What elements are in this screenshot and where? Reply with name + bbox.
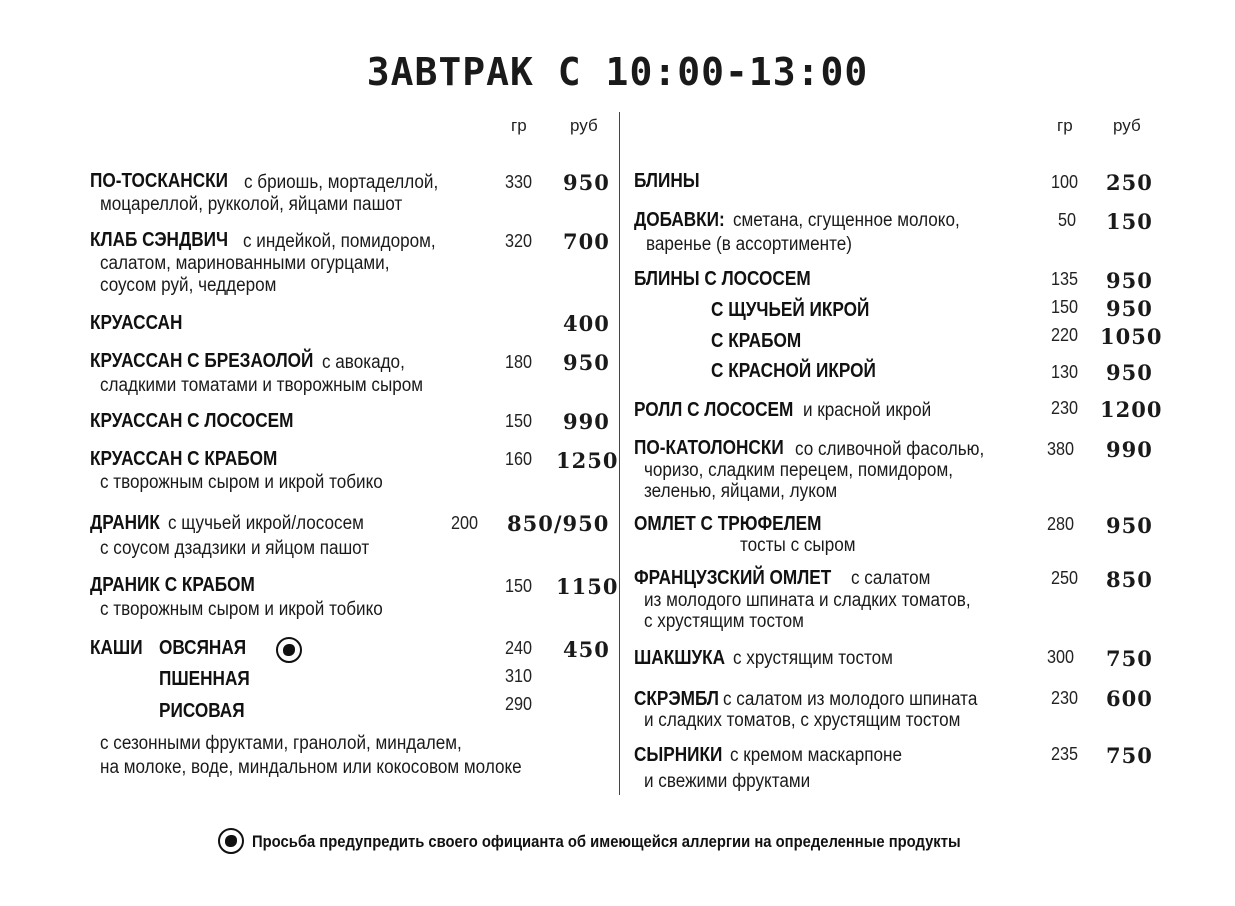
item-price: 400 xyxy=(563,311,610,336)
item-price: 950 xyxy=(563,170,610,195)
item-desc: с соусом дзадзики и яйцом пашот xyxy=(100,538,370,559)
item-weight: 240 xyxy=(505,638,533,658)
item-name: ДОБАВКИ: xyxy=(634,209,725,231)
item-desc: с щучьей икрой/лососем xyxy=(168,513,364,534)
item-desc: сладкими томатами и творожным сыром xyxy=(100,375,424,396)
item-price: 450 xyxy=(563,637,610,662)
item-desc: соусом руй, чеддером xyxy=(100,275,277,296)
item-desc: со сливочной фасолью, xyxy=(795,439,985,460)
item-price: 950 xyxy=(1106,268,1153,293)
menu-item-scramble xyxy=(634,688,733,711)
kasha-oat: ОВСЯНАЯ xyxy=(159,637,247,659)
item-weight: 290 xyxy=(505,694,533,714)
item-desc: на молоке, воде, миндальном или кокосовом молоке xyxy=(100,757,522,778)
item-name: КРУАССАН С БРЕЗАОЛОЙ xyxy=(90,350,314,372)
item-weight: 200 xyxy=(451,513,479,533)
item-price: 250 xyxy=(1106,170,1153,195)
item-desc: из молодого шпината и сладких томатов, xyxy=(644,590,971,611)
item-weight: 160 xyxy=(505,449,533,469)
item-desc: с индейкой, помидором, xyxy=(243,231,436,252)
menu-item-poskanski xyxy=(90,170,250,193)
item-desc: моцареллой, рукколой, яйцами пашот xyxy=(100,194,403,215)
item-name: ПО-КАТОЛОНСКИ xyxy=(634,437,784,459)
right-gr-header: гр xyxy=(1057,116,1073,135)
item-desc: чоризо, сладким перецем, помидором, xyxy=(644,460,953,481)
item-weight: 180 xyxy=(505,352,533,372)
item-weight: 310 xyxy=(505,666,533,686)
item-name: КАШИ xyxy=(90,637,143,659)
item-weight: 130 xyxy=(1051,362,1079,382)
item-price: 990 xyxy=(563,409,610,434)
item-weight: 150 xyxy=(505,411,533,431)
menu-item-croissant-crab xyxy=(90,448,308,471)
item-price: 150 xyxy=(1106,209,1153,234)
item-name: ДРАНИК xyxy=(90,512,160,534)
menu-item-kashi xyxy=(90,637,151,660)
menu-item-dranik-crab xyxy=(90,574,282,597)
item-price: 950 xyxy=(563,350,610,375)
item-weight: 100 xyxy=(1051,172,1079,192)
item-name: КЛАБ СЭНДВИЧ xyxy=(90,229,229,251)
item-desc: салатом, маринованными огурцами, xyxy=(100,253,390,274)
allergy-icon xyxy=(276,637,302,663)
menu-item-club xyxy=(90,229,251,252)
item-desc: с хрустящим тостом xyxy=(733,648,893,669)
menu-item-croissant-bresaola xyxy=(90,350,350,373)
item-price: 850/950 xyxy=(507,511,610,536)
item-name: ФРАНЦУЗСКИЙ ОМЛЕТ xyxy=(634,567,832,589)
item-desc: и свежими фруктами xyxy=(644,771,811,792)
page-title: ЗАВТРАК С 10:00-13:00 xyxy=(366,50,869,94)
item-name: СЫРНИКИ xyxy=(634,744,723,766)
allergy-note: Просьба предупредить своего официанта об имеющейся аллергии на определенные продукты xyxy=(252,832,961,851)
item-weight: 230 xyxy=(1051,688,1079,708)
item-name: ОМЛЕТ С ТРЮФЕЛЕМ xyxy=(634,513,822,535)
menu-item-omlet-fr xyxy=(634,567,863,590)
item-name: РОЛЛ С ЛОСОСЕМ xyxy=(634,399,794,421)
item-desc: с авокадо, xyxy=(322,352,405,373)
menu-item-roll xyxy=(634,399,819,422)
bliny-red-caviar: С КРАСНОЙ ИКРОЙ xyxy=(711,360,876,382)
item-desc: с салатом xyxy=(851,568,931,589)
allergy-icon xyxy=(218,828,244,854)
item-name: КРУАССАН xyxy=(90,312,183,334)
item-price: 700 xyxy=(563,229,610,254)
menu-item-croissant-salmon xyxy=(90,410,327,433)
item-desc: и красной икрой xyxy=(803,400,932,421)
item-weight: 250 xyxy=(1051,568,1079,588)
item-desc: с сезонными фруктами, гранолой, миндалем, xyxy=(100,733,462,754)
item-desc: варенье (в ассортименте) xyxy=(646,234,852,255)
item-price: 950 xyxy=(1106,513,1153,538)
bliny-pike-caviar: С ЩУЧЬЕЙ ИКРОЙ xyxy=(711,299,870,321)
item-desc: с салатом из молодого шпината xyxy=(723,689,978,710)
item-price: 750 xyxy=(1106,743,1153,768)
item-weight: 280 xyxy=(1047,514,1075,534)
item-desc: сметана, сгущенное молоко, xyxy=(733,210,960,231)
item-desc: с кремом маскарпоне xyxy=(730,745,902,766)
item-price: 1150 xyxy=(556,574,619,599)
item-name: БЛИНЫ С ЛОСОСЕМ xyxy=(634,268,811,290)
item-price: 950 xyxy=(1106,360,1153,385)
item-desc: с творожным сыром и икрой тобико xyxy=(100,472,383,493)
left-gr-header: гр xyxy=(511,116,527,135)
item-weight: 150 xyxy=(1051,297,1079,317)
item-price: 1200 xyxy=(1100,397,1163,422)
item-price: 950 xyxy=(1106,296,1153,321)
kasha-millet: ПШЕННАЯ xyxy=(159,668,250,690)
item-weight: 150 xyxy=(505,576,533,596)
item-name: СКРЭМБЛ xyxy=(634,688,719,710)
item-price: 850 xyxy=(1106,567,1153,592)
menu-item-shakshuka xyxy=(634,647,740,670)
item-weight: 135 xyxy=(1051,269,1079,289)
item-weight: 300 xyxy=(1047,647,1075,667)
item-weight: 330 xyxy=(505,172,533,192)
item-weight: 320 xyxy=(505,231,533,251)
item-name: ДРАНИК С КРАБОМ xyxy=(90,574,255,596)
item-weight: 230 xyxy=(1051,398,1079,418)
menu-item-croissant xyxy=(90,312,197,335)
item-weight: 380 xyxy=(1047,439,1075,459)
menu-item-bliny-salmon xyxy=(634,268,839,291)
item-desc: с творожным сыром и икрой тобико xyxy=(100,599,383,620)
column-divider xyxy=(619,112,620,795)
menu-item-dobavki xyxy=(634,209,740,232)
item-price: 1250 xyxy=(556,448,619,473)
menu-item-katalon xyxy=(634,437,808,460)
item-price: 1050 xyxy=(1100,324,1163,349)
item-weight: 50 xyxy=(1058,210,1077,230)
item-desc: зеленью, яйцами, луком xyxy=(644,481,838,502)
item-price: 600 xyxy=(1106,686,1153,711)
item-name: БЛИНЫ xyxy=(634,170,700,192)
item-weight: 235 xyxy=(1051,744,1079,764)
menu-item-dranik xyxy=(90,512,171,535)
item-price: 750 xyxy=(1106,646,1153,671)
kasha-rice: РИСОВАЯ xyxy=(159,700,245,722)
right-rub-header: руб xyxy=(1113,116,1141,135)
item-price: 990 xyxy=(1106,437,1153,462)
menu-item-omlet-truffle xyxy=(634,513,852,536)
item-desc: с хрустящим тостом xyxy=(644,611,804,632)
item-desc: с бриошь, мортаделлой, xyxy=(244,172,439,193)
item-name: ПО-ТОСКАНСКИ xyxy=(90,170,228,192)
bliny-crab: С КРАБОМ xyxy=(711,330,802,352)
item-name: КРУАССАН С ЛОСОСЕМ xyxy=(90,410,294,432)
menu-item-bliny xyxy=(634,170,710,193)
item-desc: и сладких томатов, с хрустящим тостом xyxy=(644,710,961,731)
item-name: КРУАССАН С КРАБОМ xyxy=(90,448,278,470)
left-rub-header: руб xyxy=(570,116,598,135)
item-weight: 220 xyxy=(1051,325,1079,345)
item-desc: тосты с сыром xyxy=(740,535,856,556)
item-name: ШАКШУКА xyxy=(634,647,726,669)
menu-item-syrniki xyxy=(634,744,737,767)
